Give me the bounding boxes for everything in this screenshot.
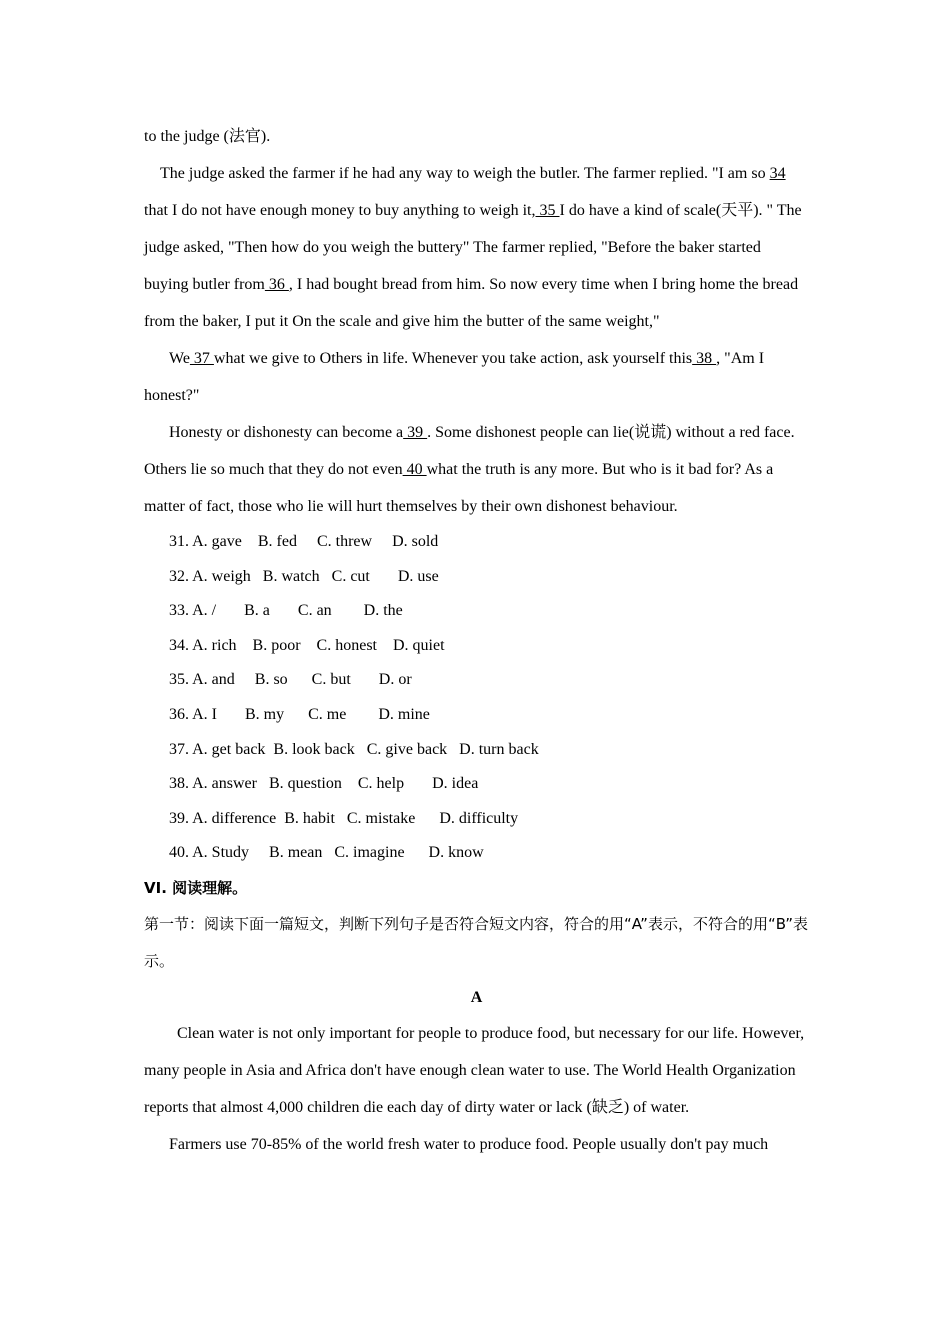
option-line-40: 40. A. Study B. mean C. imagine D. know xyxy=(169,844,484,862)
text-run: , "Am I honest?" xyxy=(144,350,765,404)
passage-paragraph-3 xyxy=(144,414,809,525)
text-run: Honesty or dishonesty can become a xyxy=(169,424,404,441)
blank-36: 36 xyxy=(264,276,289,293)
text-run: I do have a kind of scale(天平). " The judge asked, "Then how do you weigh the buttery" The farmer replied, "Before the baker started buying butler from xyxy=(144,202,802,293)
blank-34: 34 xyxy=(769,165,786,182)
passage-continuation: to the judge (法官). xyxy=(144,128,271,145)
option-line-37: 37. A. get back B. look back C. give back D. turn back xyxy=(169,740,539,758)
text-run: We xyxy=(169,350,190,367)
option-line-31: 31. A. gave B. fed C. threw D. sold xyxy=(169,533,439,550)
text-run: that I do not have enough money to buy anything to weigh it, xyxy=(144,202,536,219)
options-list xyxy=(144,525,809,871)
reading-paragraph-1: Clean water is not only important for people to produce food, but necessary for our life. However, many people in Asia and Africa don't have enough clean water to use. The World Health Organization reports that almost 4,000 children die each day of dirty water or lack (缺乏) of water. xyxy=(144,1024,805,1116)
text-run: , I had bought bread from him. So now every time when I bring home the bread from the baker, I put it On the scale and give him the butter of the same weight," xyxy=(144,276,799,330)
blank-38: 38 xyxy=(692,350,717,367)
blank-35: 35 xyxy=(535,202,560,219)
reading-paragraph-2: Farmers use 70-85% of the world fresh water to produce food. People usually don't pay much xyxy=(169,1135,769,1153)
passage-paragraph-2 xyxy=(144,340,809,414)
option-line-39: 39. A. difference B. habit C. mistake D. difficulty xyxy=(169,809,519,827)
option-line-36: 36. A. I B. my C. me D. mine xyxy=(169,705,430,723)
option-line-33: 33. A. / B. a C. an D. the xyxy=(169,602,403,620)
text-run: . Some dishonest people can lie(说谎) without a red face. Others lie so much that they do not even xyxy=(144,424,795,478)
document-page xyxy=(144,118,809,1163)
blank-40: 40 xyxy=(402,461,427,478)
section-instruction: 第一节：阅读下面一篇短文，判断下列句子是否符合短文内容，符合的用“A”表示，不符合的用“B”表示。 xyxy=(144,914,808,970)
blank-39: 39 xyxy=(403,424,428,441)
section-heading: VI. 阅读理解。 xyxy=(144,878,248,897)
option-line-34: 34. A. rich B. poor C. honest D. quiet xyxy=(169,636,445,654)
blank-37: 37 xyxy=(189,350,214,367)
option-line-32: 32. A. weigh B. watch C. cut D. use xyxy=(169,567,439,585)
passage-paragraph-1 xyxy=(144,155,809,340)
text-run: what we give to Others in life. Whenever you take action, ask yourself this xyxy=(213,350,693,367)
option-line-38: 38. A. answer B. question C. help D. idea xyxy=(169,775,479,793)
option-line-35: 35. A. and B. so C. but D. or xyxy=(169,671,412,689)
text-run: what the truth is any more. But who is it bad for? As a matter of fact, those who lie will hurt themselves by their own dishonest behaviour. xyxy=(144,461,774,515)
reading-title: A xyxy=(470,988,483,1006)
text-run: The judge asked the farmer if he had any way to weigh the butler. The farmer replied. "I am so xyxy=(160,165,770,182)
